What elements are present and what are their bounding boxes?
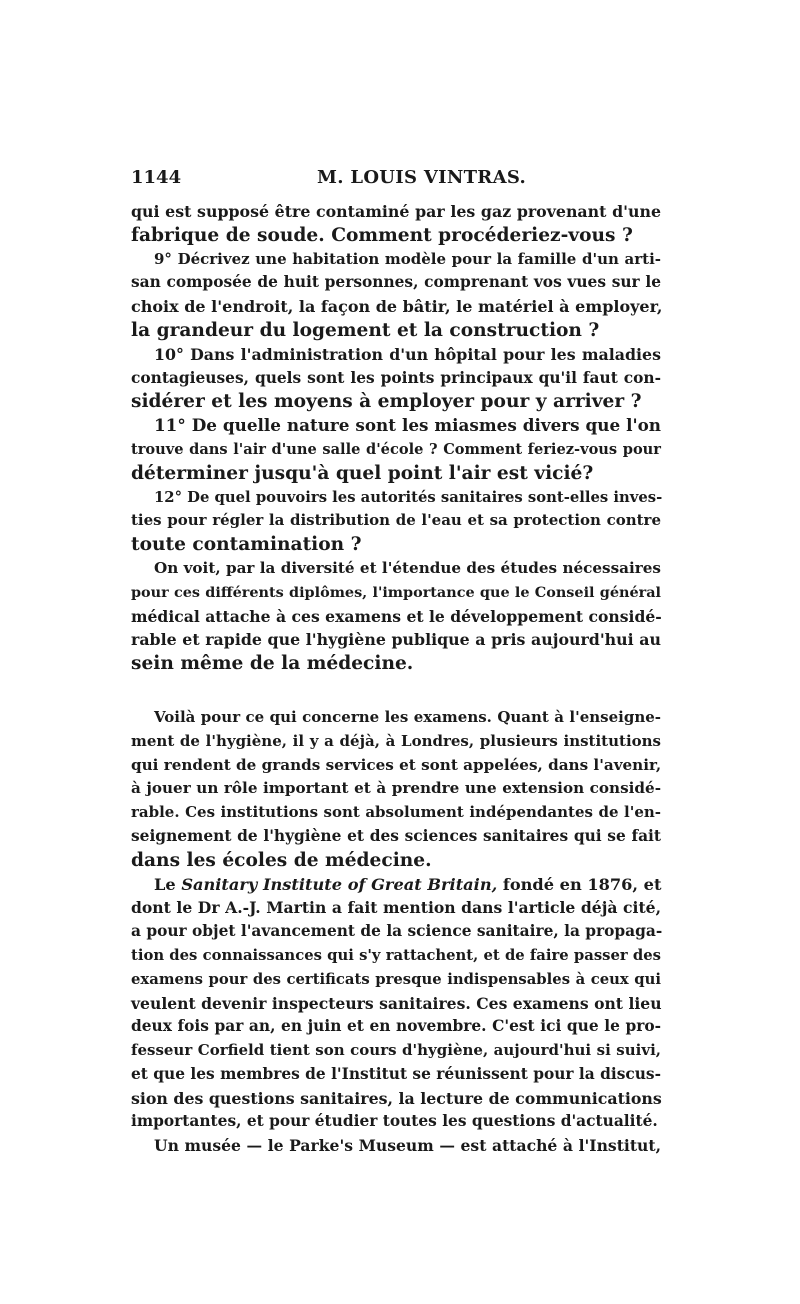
body-text [131, 200, 661, 1158]
text-line: trouve dans l'air d'une salle d'école ? Comment feriez-vous pour [131, 440, 661, 458]
text-line: seignement de l'hygiène et des sciences sanitaires qui se fait [131, 826, 661, 845]
text-line: rable et rapide que l'hygiène publique a pris aujourd'hui au [131, 630, 661, 650]
text-line: qui est supposé être contaminé par les gaz provenant d'une [131, 202, 661, 221]
question-11: 11° De quelle nature sont les miasmes divers que l'on [154, 415, 661, 436]
institution-name: Sanitary Institute of Great Britain, [181, 874, 498, 894]
text-line: déterminer jusqu'à quel point l'air est vicié? [131, 462, 594, 484]
text-line: san composée de huit personnes, comprenant vos vues sur le [131, 273, 661, 292]
sanitary-institute-line: Le Sanitary Institute of Great Britain, fondé en 1876, et [154, 874, 662, 894]
text-line: sein même de la médecine. [131, 653, 414, 675]
question-12: 12° De quel pouvoirs les autorités sanitaires sont-elles inves- [154, 488, 663, 506]
text-line: ties pour régler la distribution de l'eau et sa protection contre [131, 511, 661, 530]
text-line: sion des questions sanitaires, la lecture de communications [131, 1088, 662, 1108]
page-number: 1144 [131, 167, 182, 188]
text-line: la grandeur du logement et la construction ? [131, 319, 600, 341]
text-line: pour ces différents diplômes, l'importance que le Conseil général [131, 583, 661, 601]
text-line: veulent devenir inspecteurs sanitaires. Ces examens ont lieu [131, 993, 662, 1013]
paragraph-start: Un musée — le Parke's Museum — est attaché à l'Institut, [154, 1136, 661, 1156]
text-line: choix de l'endroit, la façon de bâtir, le matériel à employer, [131, 297, 663, 317]
text-line: médical attache à ces examens et le développement considé- [131, 606, 662, 626]
text-line: rable. Ces institutions sont absolument indépendantes de l'en- [131, 803, 661, 822]
text-line: contagieuses, quels sont les points principaux qu'il faut con- [131, 368, 661, 387]
text-line: importantes, et pour étudier toutes les questions d'actualité. [131, 1112, 658, 1131]
running-head [131, 167, 661, 191]
text-line: et que les membres de l'Institut se réunissent pour la discus- [131, 1064, 661, 1083]
paragraph-start: On voit, par la diversité et l'étendue des études nécessaires [154, 558, 661, 577]
paragraph-start: Voilà pour ce qui concerne les examens. Quant à l'enseigne- [154, 707, 661, 726]
text-line: dans les écoles de médecine. [131, 849, 432, 871]
section-break [131, 676, 661, 706]
text-line: dont le Dr A.-J. Martin a fait mention dans l'article déjà cité, [131, 898, 661, 918]
text-line: qui rendent de grands services et sont appelées, dans l'avenir, [131, 755, 662, 774]
question-10: 10° Dans l'administration d'un hôpital pour les maladies [154, 344, 661, 364]
text-line: à jouer un rôle important et à prendre une extension considé- [131, 779, 661, 798]
question-9: 9° Décrivez une habitation modèle pour la famille d'un arti- [154, 249, 661, 268]
text-line: a pour objet l'avancement de la science sanitaire, la propaga- [131, 922, 663, 941]
text-line: ment de l'hygiène, il y a déjà, à Londres, plusieurs institutions [131, 731, 661, 750]
text-line: fesseur Corfield tient son cours d'hygiène, aujourd'hui si suivi, [131, 1041, 661, 1060]
text-line: fabrique de soude. Comment procéderiez-vous ? [131, 224, 633, 246]
text-line: deux fois par an, en juin et en novembre. C'est ici que le pro- [131, 1017, 661, 1036]
text-line: examens pour des certificats presque indispensables à ceux qui [131, 970, 661, 988]
text-line: sidérer et les moyens à employer pour y arriver ? [131, 391, 642, 413]
text-line: tion des connaissances qui s'y rattachent, et de faire passer des [131, 946, 661, 964]
running-title: M. LOUIS VINTRAS. [317, 167, 527, 188]
text-line: toute contamination ? [131, 534, 362, 556]
